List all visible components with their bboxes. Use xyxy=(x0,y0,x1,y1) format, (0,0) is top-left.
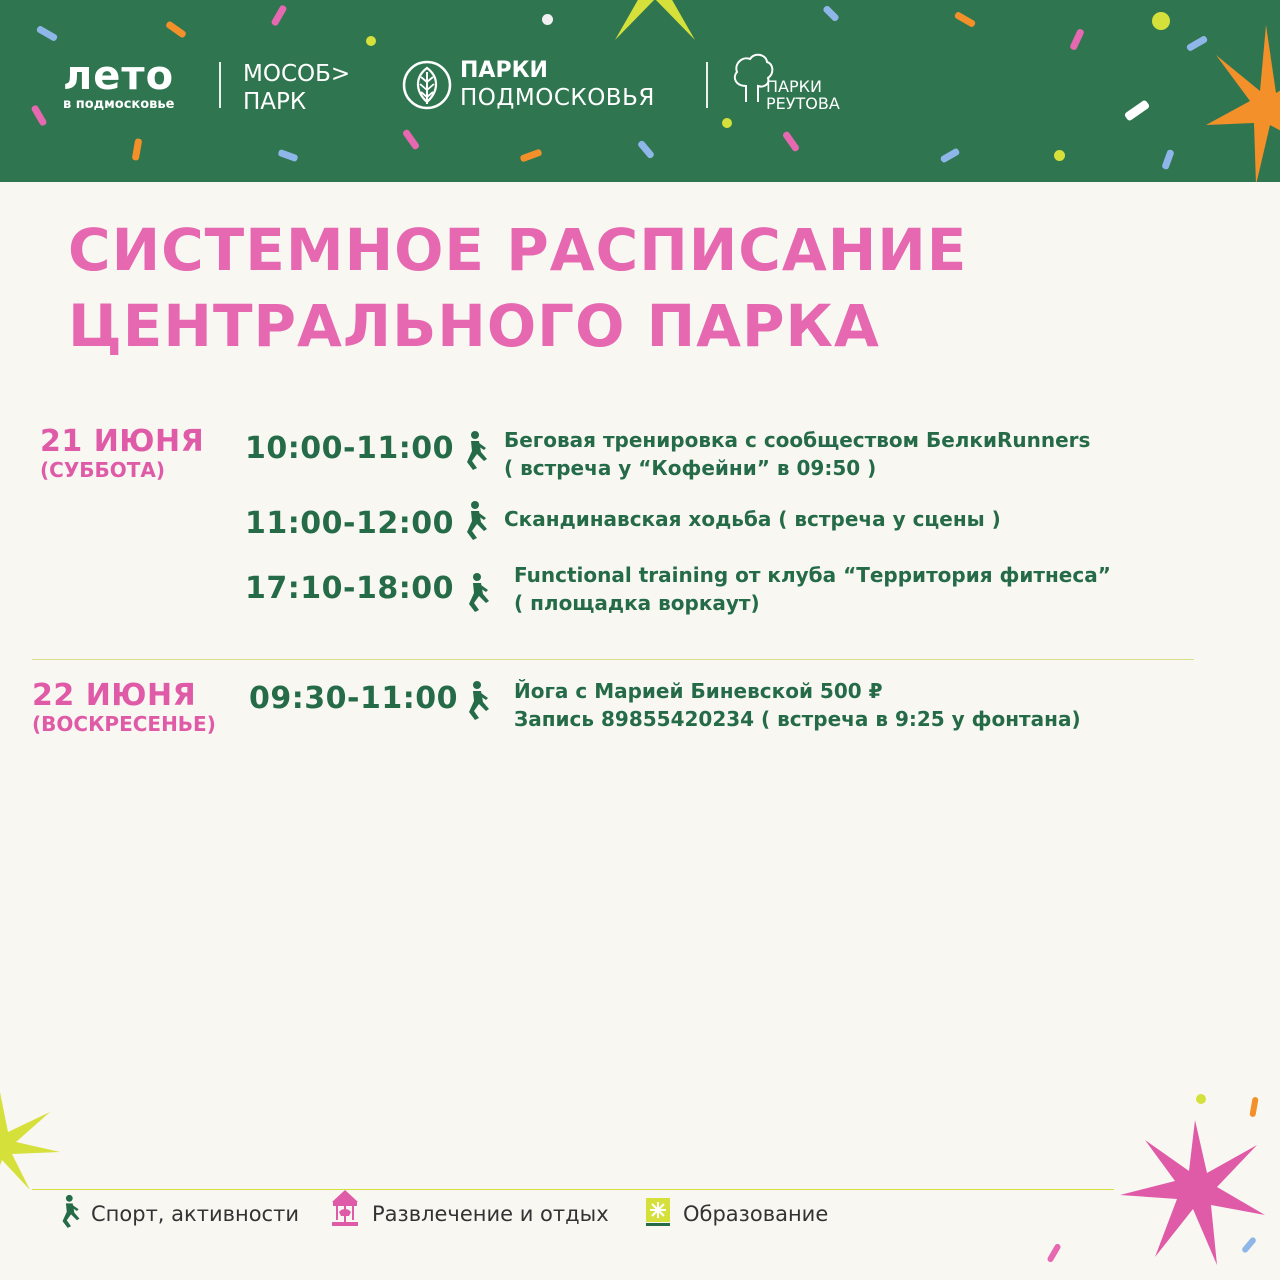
page-title-line1: СИСТЕМНОЕ РАСПИСАНИЕ xyxy=(68,216,968,284)
confetti xyxy=(1196,1094,1206,1104)
legend-label: Образование xyxy=(683,1202,829,1226)
confetti xyxy=(132,138,143,161)
legend-label: Развлечение и отдых xyxy=(372,1202,609,1226)
mosobpark-logo-line1: МОСОБ> xyxy=(243,61,351,87)
confetti xyxy=(165,20,187,38)
event-title: Йога с Марией Биневской 500 ₽ xyxy=(514,679,883,703)
reutov-logo-line2: РЕУТОВА xyxy=(766,94,840,113)
date-label: 22 ИЮНЯ xyxy=(32,678,197,713)
event-time: 09:30-11:00 xyxy=(249,681,458,716)
education-icon xyxy=(646,1198,670,1226)
reutov-logo-text xyxy=(766,78,840,112)
event-description xyxy=(514,677,1081,733)
confetti xyxy=(822,5,840,23)
logo-divider xyxy=(706,62,708,108)
weekday-label: (ВОСКРЕСЕНЬЕ) xyxy=(32,712,216,736)
parki-logo-line1: ПАРКИ xyxy=(460,58,548,83)
date-block xyxy=(32,680,216,736)
sport-icon xyxy=(466,572,492,612)
confetti xyxy=(782,130,800,152)
legend-divider xyxy=(32,1189,1114,1190)
sport-icon xyxy=(60,1194,82,1228)
weekday-label: (СУББОТА) xyxy=(40,458,165,482)
event-note: Запись 89855420234 ( встреча в 9:25 у фонтана) xyxy=(514,707,1081,731)
confetti xyxy=(637,140,655,160)
event-description xyxy=(504,426,1090,482)
confetti xyxy=(1069,28,1085,51)
confetti xyxy=(519,148,542,162)
event-time: 11:00-12:00 xyxy=(245,506,454,541)
confetti xyxy=(1124,99,1150,121)
mosobpark-logo-line2: ПАРК xyxy=(243,89,307,115)
reutov-logo-line1: ПАРКИ xyxy=(766,77,822,96)
event-description xyxy=(514,561,1111,617)
event-title: Скандинавская ходьба ( встреча у сцены ) xyxy=(504,507,1001,531)
legend-label: Спорт, активности xyxy=(91,1202,299,1226)
logo-divider xyxy=(219,62,221,108)
sport-icon xyxy=(464,430,490,470)
event-title: Беговая тренировка с сообществом БелкиRunners xyxy=(504,428,1091,452)
page-title-line2: ЦЕНТРАЛЬНОГО ПАРКА xyxy=(68,292,880,360)
event-time: 17:10-18:00 xyxy=(245,571,454,606)
sport-icon xyxy=(464,500,490,540)
confetti xyxy=(366,36,376,46)
day-divider xyxy=(32,659,1194,660)
confetti xyxy=(722,118,732,128)
confetti xyxy=(30,104,47,127)
leaf-icon xyxy=(402,60,452,110)
confetti xyxy=(277,149,298,162)
leto-logo xyxy=(63,53,175,112)
confetti xyxy=(542,14,553,25)
event-description xyxy=(504,505,1001,533)
event-time: 10:00-11:00 xyxy=(245,431,454,466)
confetti xyxy=(402,128,420,150)
confetti xyxy=(1046,1243,1061,1263)
confetti xyxy=(270,4,287,27)
mosobpark-logo xyxy=(243,60,350,116)
star-decoration-icon xyxy=(1110,1110,1270,1280)
star-decoration-icon xyxy=(580,0,730,70)
parki-logo-line2: ПОДМОСКОВЬЯ xyxy=(460,85,655,111)
leto-logo-title: лето xyxy=(63,53,175,99)
header-banner xyxy=(0,0,1280,182)
leto-logo-subtitle: в подмосковье xyxy=(63,97,175,112)
sport-icon xyxy=(466,680,492,720)
page-title xyxy=(68,212,967,364)
star-decoration-icon xyxy=(1196,20,1280,182)
confetti xyxy=(36,25,59,42)
date-block xyxy=(40,426,204,482)
confetti xyxy=(940,147,961,163)
confetti xyxy=(1152,12,1170,30)
star-decoration-icon xyxy=(0,1092,70,1192)
event-note: ( площадка воркаут) xyxy=(514,591,760,615)
confetti xyxy=(1161,149,1174,170)
date-label: 21 ИЮНЯ xyxy=(40,424,205,459)
event-title: Functional training от клуба “Территория фитнеса” xyxy=(514,563,1111,587)
carousel-icon xyxy=(330,1190,360,1228)
confetti xyxy=(954,11,977,28)
confetti xyxy=(1054,150,1065,161)
event-note: ( встреча у “Кофейни” в 09:50 ) xyxy=(504,456,877,480)
